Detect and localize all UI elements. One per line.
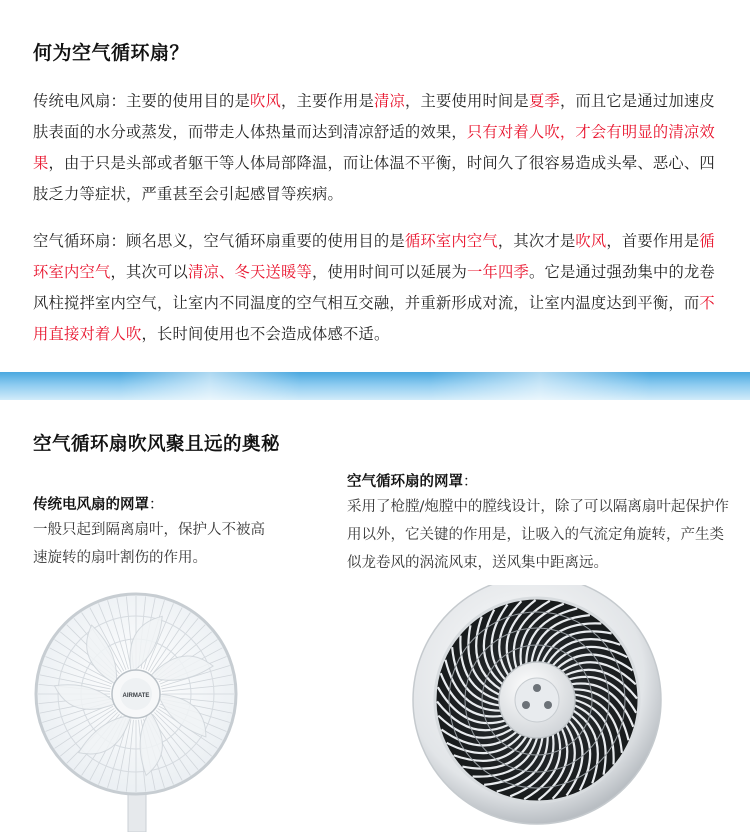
highlight-text: 循环室内空气	[404, 232, 498, 250]
circulator-fan-image	[400, 585, 730, 832]
body-text: ，主要作用是	[280, 92, 374, 110]
circulator-cover-text: 采用了枪膛/炮膛中的膛线设计，除了可以隔离扇叶起保护作用以外，它关键的作用是，让吸入的气流定角旋转，产生类似龙卷风的涡流风束，送风集中距离远。	[347, 499, 729, 571]
body-text: 。它是通过强劲集中的龙卷风柱搅拌室内空气，让室内不同温度的空气相互交融，并重新形成对流，让室内温度达到平衡，而	[33, 263, 715, 312]
highlight-text: 清凉、冬天送暖等	[188, 263, 312, 281]
body-text: ，首要作用是	[606, 232, 700, 250]
fan-brand-logo: AIRMATE	[122, 693, 150, 699]
body-text: 空气循环扇：顾名思义，空气循环扇重要的使用目的是	[33, 232, 405, 250]
highlight-text: 循环室内空气	[33, 232, 715, 281]
body-text: ，其次可以	[110, 263, 188, 281]
body-text: ，而且它是通过加速皮肤表面的水分或蒸发，而带走人体热量而达到清凉舒适的效果，	[33, 92, 715, 141]
section-title-secret: 空气循环扇吹风聚且远的奥秘	[33, 434, 281, 455]
highlight-text: 吹风	[575, 232, 607, 250]
highlight-text: 只有对着人吹，才会有明显的清凉效果	[33, 123, 715, 172]
body-text: 传统电风扇：主要的使用目的是	[33, 92, 250, 110]
highlight-text: 清凉	[373, 92, 405, 110]
traditional-fan-image	[10, 590, 310, 832]
body-text: ，主要使用时间是	[404, 92, 529, 110]
highlight-text: 吹风	[249, 92, 281, 110]
body-text: ，其次才是	[497, 232, 576, 250]
body-text: ，由于只是头部或者躯干等人体局部降温，而让体温不平衡，时间久了很容易造成头晕、恶心、四肢乏力等症状，严重甚至会引起感冒等疾病。	[33, 154, 715, 203]
blue-divider-band	[0, 372, 750, 400]
traditional-cover-text: 一般只起到隔离扇叶，保护人不被高速旋转的扇叶割伤的作用。	[33, 522, 265, 566]
traditional-cover-heading: 传统电风扇的网罩：	[33, 497, 164, 513]
highlight-text: 一年四季	[466, 263, 529, 281]
circulator-fan-paragraph	[33, 226, 723, 350]
body-text: ，使用时间可以延展为	[311, 263, 467, 281]
traditional-fan-paragraph	[33, 86, 723, 210]
circulator-cover-heading: 空气循环扇的网罩：	[347, 474, 478, 490]
section-title-what-is: 何为空气循环扇？	[33, 42, 190, 64]
body-text: ，长时间使用也不会造成体感不适。	[141, 325, 390, 343]
highlight-text: 夏季	[528, 92, 560, 110]
highlight-text: 不用直接对着人吹	[33, 294, 715, 343]
